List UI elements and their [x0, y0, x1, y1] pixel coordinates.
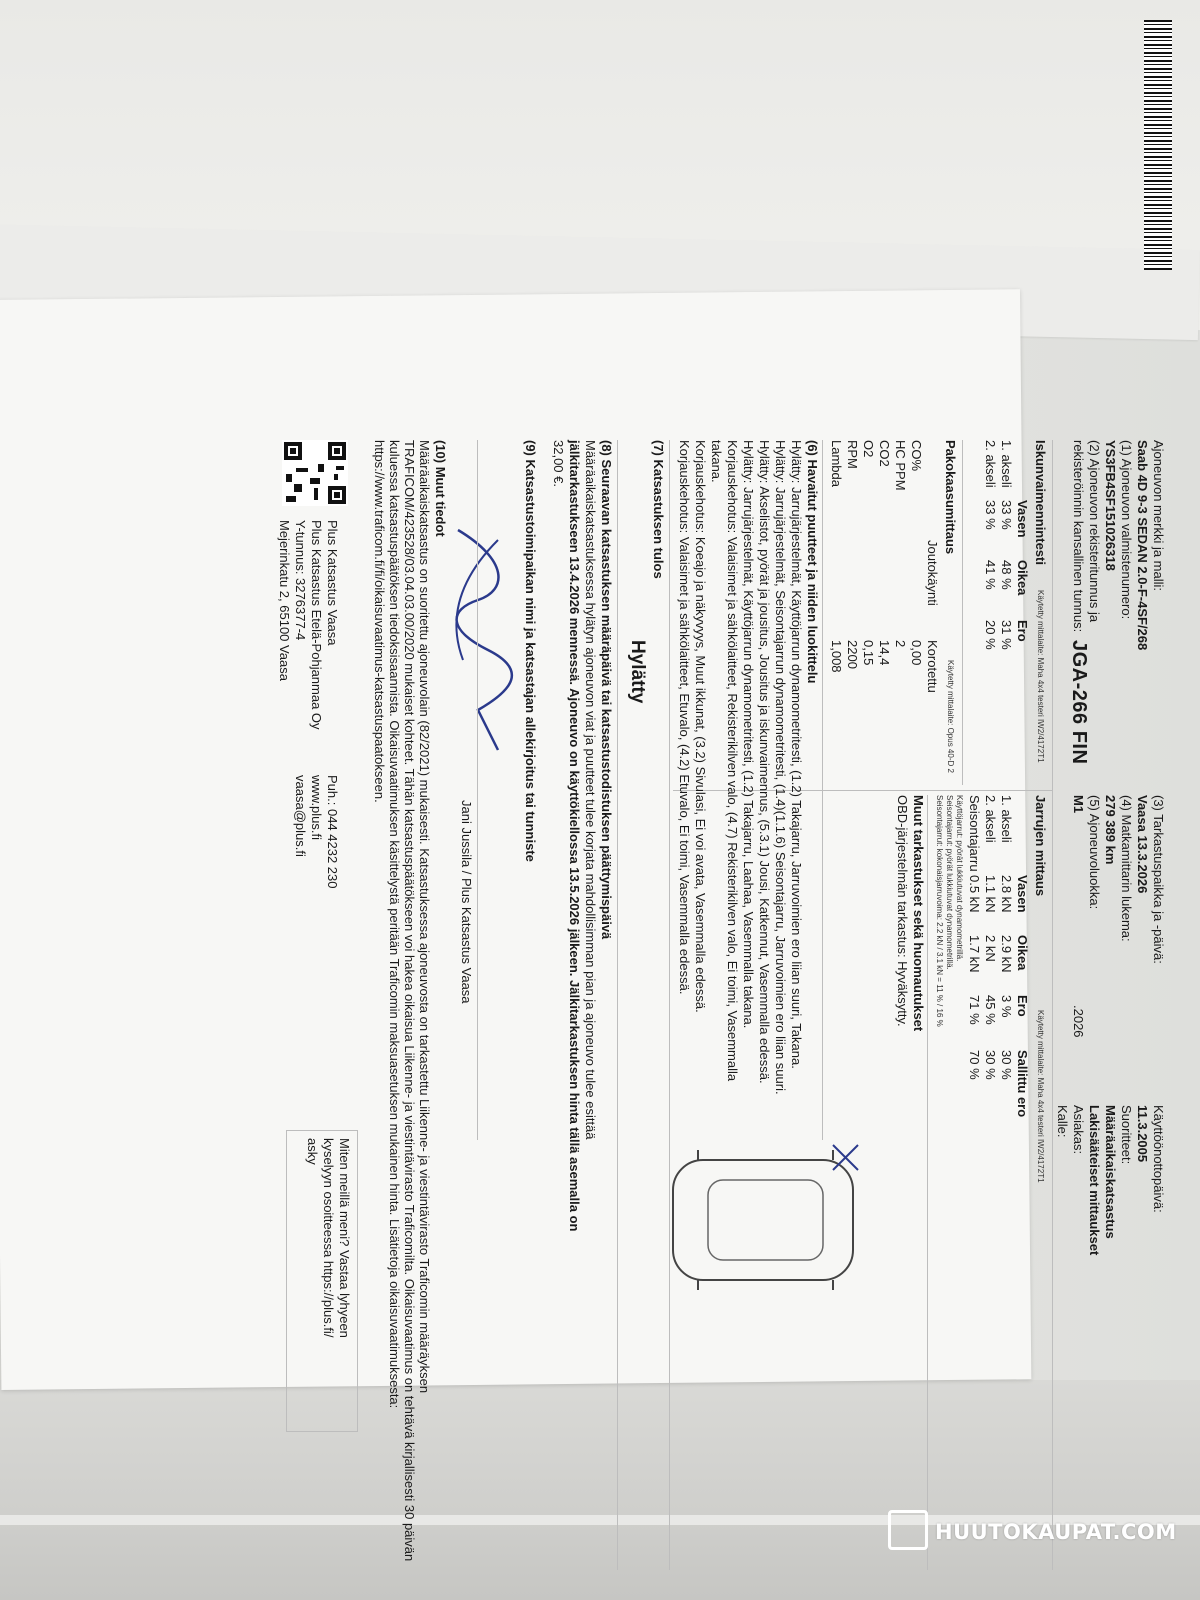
feedback-text-1: Miten meillä meni? Vastaa lyhyeen: [337, 1138, 352, 1338]
registration-label-2: rekisteröinnin kansallinen tunnus:: [1071, 440, 1086, 633]
vin: YS3FB4SF151026318: [1103, 440, 1118, 571]
followup-title: (8) Seuraavan katsastuksen määräpäivä tai katsastustodistuksen päättymispäivä: [599, 440, 614, 940]
brakes-header-right: Oikea: [1015, 935, 1030, 971]
defect-line: Hylätty: Jarrujärjestelmät, Käyttöjarrun dynamometritesti, (1.2) Takajarru, Jarruvoimien ero liian suuri, Takana.: [789, 440, 804, 1069]
divider: [1052, 440, 1053, 1570]
feedback-text-2: kyselyyn osoitteessa https://plus.fi/: [321, 1138, 336, 1338]
brakes-row-2-right: 2 kN: [983, 935, 998, 962]
exhaust-row-value: 0,15: [861, 640, 876, 666]
footer-phone: Puh.: 044 4232 230: [325, 775, 340, 889]
shock-row-2-label: 2. akseli: [983, 440, 998, 488]
services-label: Suoritteet:: [1119, 1105, 1134, 1165]
shock-row-2-diff: 20 %: [983, 620, 998, 650]
brakes-row-3-left: 0.5 kN: [967, 875, 982, 913]
make-model-label: Ajoneuvon merkki ja malli:: [1151, 440, 1166, 592]
service-1: Määräaikaiskatsastus: [1103, 1105, 1118, 1239]
brakes-note-3: Seisontajarrut: kokonaisjarruvoima: 2.2 kN / 3.1 kN = 11 % / 16 %: [935, 795, 944, 1027]
shock-row-1-label: 1. akseli: [999, 440, 1014, 488]
footer-business-id: Y-tunnus: 3276377-4: [293, 520, 308, 641]
vin-label: (1) Ajoneuvon valmistenumero:: [1119, 440, 1134, 620]
obd-result: OBD-järjestelmän tarkastus: Hyväksytty.: [895, 795, 910, 1027]
shock-row-1-right: 48 %: [999, 560, 1014, 590]
shock-row-1-left: 33 %: [999, 500, 1014, 530]
footer-email: vaasa@plus.fi: [293, 775, 308, 857]
brakes-note-1: Käyttöjarrut: pyörät lukkiutuvat dynamometrillä.: [955, 795, 964, 962]
shock-row-1-diff: 31 %: [999, 620, 1014, 650]
customer-partial: Kalle:: [1055, 1105, 1070, 1138]
brakes-row-3-right: 1.7 kN: [967, 935, 982, 973]
brakes-row-1-left: 2.8 kN: [999, 875, 1014, 913]
other-checks-title: Muut tarkastukset sekä huomautukset: [911, 795, 926, 1032]
qr-code-icon: [282, 440, 348, 506]
exhaust-title: Pakokaasumittaus: [943, 440, 958, 555]
defect-line: Hylätty: Jarrujärjestelmät, Seisontajarrun dynamometritesti, (1.4)(1.1.6) Seisontajarru, Jarruvoimien ero liian suuri.: [773, 440, 788, 1095]
shock-row-2-right: 41 %: [983, 560, 998, 590]
brakes-row-2-allowed: 30 %: [983, 1050, 998, 1080]
intro-date-label: Käyttöönottopäivä:: [1151, 1105, 1166, 1213]
brakes-row-1-right: 2.9 kN: [999, 935, 1014, 973]
shock-row-2-left: 33 %: [983, 500, 998, 530]
divider: [962, 440, 963, 785]
exhaust-row-label: CO%: [909, 440, 924, 472]
watermark-text: HUUTOKAUPAT.COM: [935, 1520, 1177, 1544]
exhaust-row-value: 14,4: [877, 640, 892, 666]
exhaust-col-idle: Joutokäynti: [925, 540, 940, 606]
barcode-icon: [1144, 20, 1172, 270]
inspection-report: [88, 0, 1178, 1600]
followup-text-1: Määräaikaiskatsastuksessa hylätyn ajoneuvon viat ja puutteet tulee korjata mahdollisimman pian ja ajoneuvo tulee esittää: [583, 440, 598, 1140]
brakes-row-2-diff: 45 %: [983, 995, 998, 1025]
shock-header-left: Vasen: [1015, 500, 1030, 538]
car-diagram: [648, 1140, 878, 1310]
exhaust-device: Käytetty mittalaite: Opus 40-D 2: [946, 660, 955, 773]
brakes-title: Jarrujen mittaus: [1033, 795, 1048, 897]
followup-text-2: jälkitarkastukseen 13.4.2026 mennessä. Ajoneuvo on käyttökiellossa 13.5.2026 jälkeen. Jälkitarkastuksen hinta tällä asemalla on: [567, 440, 582, 1232]
other-info-text: Määräaikaiskatsastus on suoritettu ajoneuvolain (82/2021) mukaisesti. Katsastuksessa ajoneuvosta on tarkastettu Liikenne- ja viestintävirasto Traficomin määräyksen TRAFICOM/423528/03.04.03.00/2020 mukaiset kohteet. Tähän katsastuspäätökseen voi hakea oikaisua Liikenne- ja viestintävirasto Traficomilta. Oikaisuvaatimus on tehtävä kirjallisesti 30 päivän kuluessa katsastuspäätöksen tiedoksisaannista. Oikaisuvaatimuksen käsittelystä peritään Traficomin maksuasetuksen mukainen hinta. Lisätietoja oikaisuvaatimuksesta: https://www.traficom.fi/fi/oikaisuvaatimus-katsastuspaatokseen.: [372, 440, 432, 1562]
defect-line: Korjauskehotus: Valaisimet ja sähkölaitteet, Etuvalo, (4.2) Etuvalo, Ei toimi, Vasemmalla edessä.: [677, 440, 692, 995]
brakes-row-2-left: 1.1 kN: [983, 875, 998, 913]
exhaust-row-label: Lambda: [829, 440, 844, 487]
shock-test-title: Iskunvaimennintesti: [1033, 440, 1048, 565]
brakes-note-2: Seisontajarrut: pyörät lukkiutuvat dynamometrillä.: [945, 795, 954, 970]
footer-web: www.plus.fi: [309, 775, 324, 841]
brakes-row-1-allowed: 30 %: [999, 1050, 1014, 1080]
result-value: Hylätty: [627, 640, 648, 704]
odometer-value: 279 389 km: [1103, 795, 1118, 865]
brakes-device: Käytetty mittalaite: Maha 4x4 testeri IW2/4172T1: [1036, 1010, 1045, 1183]
brakes-header-diff: Ero: [1015, 995, 1030, 1017]
shock-test-device: Käytetty mittalaite: Maha 4x4 testeri IW2/4172T1: [1036, 590, 1045, 763]
watermark-logo-icon: [888, 1510, 928, 1550]
exhaust-row-value: 2200: [845, 640, 860, 669]
vehicle-class-label: (5) Ajoneuvoluokka:: [1087, 795, 1102, 910]
exhaust-col-high: Korotettu: [925, 640, 940, 693]
brakes-row-3-diff: 71 %: [967, 995, 982, 1025]
shock-header-diff: Ero: [1015, 620, 1030, 642]
divider: [617, 440, 618, 1570]
signature-name: Jani Jussila / Plus Katsastus Vaasa: [459, 800, 474, 1004]
customer-label: Asiakas:: [1071, 1105, 1086, 1155]
intro-date: 11.3.2005: [1135, 1105, 1150, 1163]
signature-title: (9) Katsastustoimipaikan nimi ja katsastajan allekirjoitus tai tunniste: [523, 440, 538, 862]
defect-line: Korjauskehotus: Koeajo ja näkyvyys, Muut ikkunat, (3.2) Sivulasi, Ei voi avata, Vasemmalla edessä.: [693, 440, 708, 1013]
defect-line: takana.: [709, 440, 724, 483]
divider: [669, 440, 670, 1570]
footer-company-full: Plus Katsastus Etelä-Pohjanmaa Oy: [309, 520, 324, 730]
divider: [927, 795, 928, 1570]
other-info-title: (10) Muut tiedot: [433, 440, 448, 537]
year-partial: .2026: [1071, 1005, 1086, 1038]
make-model: Saab 4D 9-3 SEDAN 2.0-F-4SF/268: [1135, 440, 1150, 651]
service-2: Lakisääteiset mittaukset: [1087, 1105, 1102, 1256]
defect-line: Hylätty: Akselistot, pyörät ja jousitus, Jousitus ja iskunvaimennus, (5.3.1) Jousi, Katkennut, Vasemmalla edessä.: [757, 440, 772, 1084]
vehicle-class: M1: [1071, 795, 1086, 814]
brakes-header-left: Vasen: [1015, 875, 1030, 913]
brakes-row-1-diff: 3 %: [999, 995, 1014, 1018]
exhaust-row-label: RPM: [845, 440, 860, 469]
defect-line: Hylätty: Jarrujärjestelmät, Käyttöjarrun dynamometritesti, (1.2) Takajarru, Laahaa, Vasemmalla takana.: [741, 440, 756, 1029]
odometer-label: (4) Matkamittarin lukema:: [1119, 795, 1134, 942]
exhaust-row-value: 2: [893, 640, 908, 648]
brakes-row-3-label: Seisontajarru: [967, 795, 982, 872]
brakes-row-3-allowed: 70 %: [967, 1050, 982, 1080]
brakes-header-allowed: Sallittu ero: [1015, 1050, 1030, 1118]
brakes-row-2-label: 2. akseli: [983, 795, 998, 843]
registration-label-1: (2) Ajoneuvon rekisteritunnus ja: [1087, 440, 1102, 623]
exhaust-row-label: HC PPM: [893, 440, 908, 491]
exhaust-row-label: O2: [861, 440, 876, 458]
handwritten-signature: [438, 520, 518, 760]
result-title: (7) Katsastuksen tulos: [651, 440, 666, 579]
inspection-place-date: Vaasa 13.3.2026: [1135, 795, 1150, 894]
followup-text-3: 32,00 €.: [551, 440, 566, 487]
footer-address: Mejerinkatu 2, 65100 Vaasa: [277, 520, 292, 681]
defect-line: Korjauskehotus: Valaisimet ja sähkölaitteet, Rekisterikilven valo, (4.7) Rekisterikilven valo, Ei toimi, Vasemmalla: [725, 440, 740, 1082]
exhaust-row-value: 1,008: [829, 640, 844, 673]
brakes-row-1-label: 1. akseli: [999, 795, 1014, 843]
signature-line: [477, 440, 478, 1140]
exhaust-row-value: 0,00: [909, 640, 924, 666]
registration-number: JGA-266 FIN: [1068, 640, 1090, 765]
exhaust-row-label: CO2: [877, 440, 892, 467]
shock-header-right: Oikea: [1015, 560, 1030, 596]
divider: [822, 440, 823, 1140]
footer-company: Plus Katsastus Vaasa: [325, 520, 340, 646]
defects-title: (6) Havaitut puutteet ja niiden luokittelu: [805, 440, 820, 684]
inspection-place-label: (3) Tarkastuspaikka ja -päivä:: [1151, 795, 1166, 964]
feedback-text-3: asky: [305, 1138, 320, 1165]
